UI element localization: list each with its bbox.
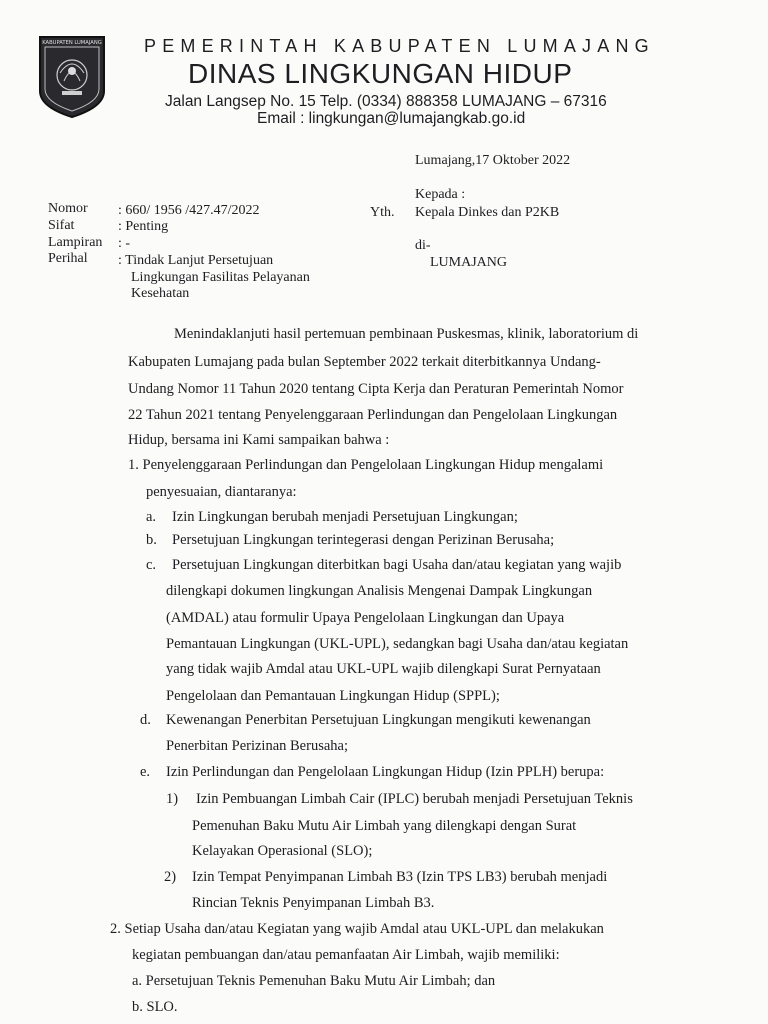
nomor-label: Nomor [48,201,88,216]
recipient-kepada: Kepada : [415,187,466,202]
item-c-line: yang tidak wajib Amdal atau UKL-UPL wajib dilengkapi Surat Pernyataan [166,661,601,677]
intro-line: Kabupaten Lumajang pada bulan September 2022 terkait diterbitkannya Undang- [128,354,601,370]
intro-line: Menindaklanjuti hasil pertemuan pembinaan Puskesmas, klinik, laboratorium di [174,326,639,342]
agency-title: DINAS LINGKUNGAN HIDUP [188,58,573,89]
agency-address: Jalan Langsep No. 15 Telp. (0334) 888358 LUMAJANG – 67316 [165,93,607,110]
item-e-text: Izin Perlindungan dan Pengelolaan Lingkungan Hidup (Izin PPLH) berupa: [166,764,605,780]
item-e2-marker: 2) [164,869,177,885]
letter-date: Lumajang,17 Oktober 2022 [415,153,571,168]
sifat-value: : Penting [118,219,169,234]
agency-email: Email : lingkungan@lumajangkab.go.id [257,110,526,127]
item-c-line: (AMDAL) atau formulir Upaya Pengelolaan Lingkungan dan Upaya [166,610,565,626]
item-d-line: Penerbitan Perizinan Berusaha; [166,738,348,754]
item-e1-line: Pemenuhan Baku Mutu Air Limbah yang dilengkapi dengan Surat [192,818,577,834]
government-title: PEMERINTAH KABUPATEN LUMAJANG [144,36,655,56]
lampiran-label: Lampiran [48,235,103,250]
recipient-place: LUMAJANG [430,255,507,270]
recipient-name: Kepala Dinkes dan P2KB [415,205,560,220]
item-e1-marker: 1) [166,791,179,807]
perihal-value-line2: Lingkungan Fasilitas Pelayanan [131,270,310,285]
item-c-line: Pemantauan Lingkungan (UKL-UPL), sedangkan bagi Usaha dan/atau kegiatan [166,636,629,652]
regency-emblem-logo [36,33,108,119]
item-d-marker: d. [140,712,151,728]
perihal-value-line1: : Tindak Lanjut Persetujuan [118,253,274,268]
recipient-yth: Yth. [370,205,395,220]
item-d-line: Kewenangan Penerbitan Persetujuan Lingkungan mengikuti kewenangan [166,712,591,728]
perihal-value-line3: Kesehatan [131,286,190,301]
item2-line: a. Persetujuan Teknis Pemenuhan Baku Mutu Air Limbah; dan [132,973,496,989]
item2-line: 2. Setiap Usaha dan/atau Kegiatan yang wajib Amdal atau UKL-UPL dan melakukan [110,921,604,937]
item2-line: b. SLO. [132,999,178,1015]
item-b-marker: b. [146,532,157,548]
sifat-label: Sifat [48,218,75,233]
lampiran-value: : - [118,236,131,251]
item-e1-line: Izin Pembuangan Limbah Cair (IPLC) berubah menjadi Persetujuan Teknis [196,791,633,807]
intro-line: Hidup, bersama ini Kami sampaikan bahwa : [128,432,390,448]
item-e2-line: Izin Tempat Penyimpanan Limbah B3 (Izin TPS LB3) berubah menjadi [192,869,608,885]
item1-line: 1. Penyelenggaraan Perlindungan dan Pengelolaan Lingkungan Hidup mengalami [128,457,604,473]
logo-text: KABUPATEN LUMAJANG [42,40,102,46]
item-e2-line: Rincian Teknis Penyimpanan Limbah B3. [192,895,435,911]
intro-line: Undang Nomor 11 Tahun 2020 tentang Cipta Kerja dan Peraturan Pemerintah Nomor [128,381,624,397]
item-b-text: Persetujuan Lingkungan terintegerasi dengan Perizinan Berusaha; [172,532,555,548]
item-c-marker: c. [146,557,157,573]
item-c-line: Pengelolaan dan Pemantauan Lingkungan Hidup (SPPL); [166,688,500,704]
item2-line: kegiatan pembuangan dan/atau pemanfaatan Air Limbah, wajib memiliki: [132,947,560,963]
nomor-value: : 660/ 1956 /427.47/2022 [118,203,260,218]
item-a-text: Izin Lingkungan berubah menjadi Persetujuan Lingkungan; [172,509,518,525]
item-c-line: dilengkapi dokumen lingkungan Analisis Mengenai Dampak Lingkungan [166,583,593,599]
item-a-marker: a. [146,509,157,525]
intro-line: 22 Tahun 2021 tentang Penyelenggaraan Perlindungan dan Pengelolaan Lingkungan [128,407,618,423]
item-e-marker: e. [140,764,151,780]
item1-line: penyesuaian, diantaranya: [146,484,297,500]
item-c-line: Persetujuan Lingkungan diterbitkan bagi Usaha dan/atau kegiatan yang wajib [172,557,622,573]
recipient-di: di- [415,238,431,253]
perihal-label: Perihal [48,251,88,266]
item-e1-line: Kelayakan Operasional (SLO); [192,843,373,859]
